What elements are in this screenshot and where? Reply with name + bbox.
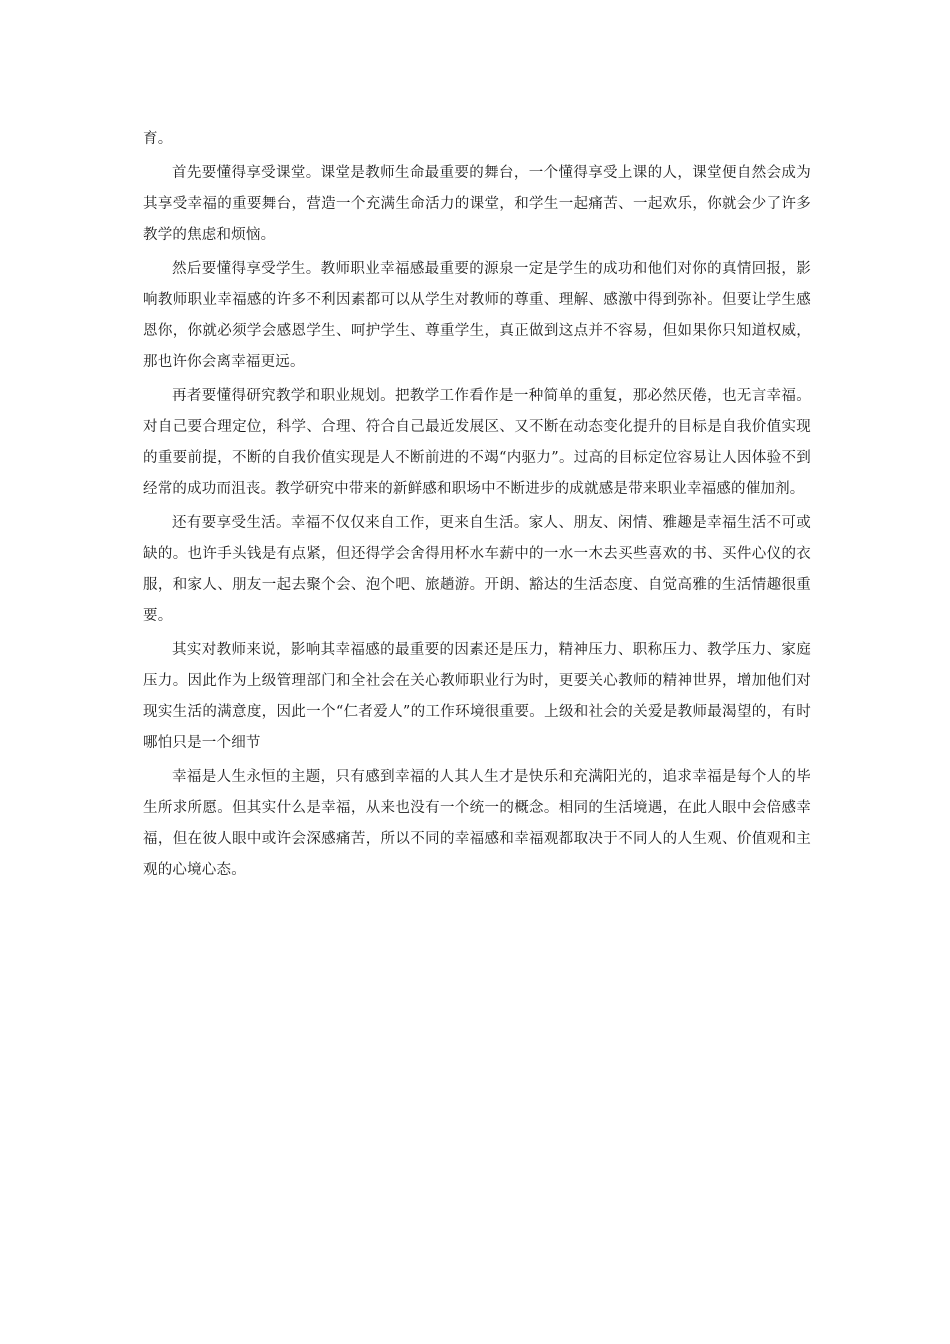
- paragraph-1: 首先要懂得享受课堂。课堂是教师生命最重要的舞台，一个懂得享受上课的人，课堂便自然会成为其享受幸福的重要舞台，营造一个充满生命活力的课堂，和学生一起痛苦、一起欢乐，你就会少了许多教学的焦虑和烦恼。: [143, 165, 811, 243]
- paragraph-3: 再者要懂得研究教学和职业规划。把教学工作看作是一种简单的重复，那必然厌倦，也无言幸福。对自己要合理定位，科学、合理、符合自己最近发展区、又不断在动态变化提升的目标是自我价值实现的重要前提，不断的自我价值实现是人不断前进的不竭“内驱力”。过高的目标定位容易让人因体验不到经常的成功而沮丧。教学研究中带来的新鲜感和职场中不断进步的成就感是带来职业幸福感的催加剂。: [143, 388, 811, 497]
- paragraph-0: 育。: [143, 131, 173, 147]
- document-body: [143, 124, 811, 889]
- paragraph-6: 幸福是人生永恒的主题，只有感到幸福的人其人生才是快乐和充满阳光的，追求幸福是每个人的毕生所求所愿。但其实什么是幸福，从来也没有一个统一的概念。相同的生活境遇，在此人眼中会倍感幸福，但在彼人眼中或许会深感痛苦，所以不同的幸福感和幸福观都取决于不同人的人生观、价值观和主观的心境心态。: [143, 769, 811, 878]
- paragraph-4: 还有要享受生活。幸福不仅仅来自工作，更来自生活。家人、朋友、闲情、雅趣是幸福生活不可或缺的。也许手头钱是有点紧，但还得学会舍得用杯水车薪中的一水一木去买些喜欢的书、买件心仪的衣服，和家人、朋友一起去聚个会、泡个吧、旅趟游。开朗、豁达的生活态度、自觉高雅的生活情趣很重要。: [143, 515, 811, 624]
- paragraph-2: 然后要懂得享受学生。教师职业幸福感最重要的源泉一定是学生的成功和他们对你的真情回报，影响教师职业幸福感的许多不利因素都可以从学生对教师的尊重、理解、感激中得到弥补。但要让学生感恩你，你就必须学会感恩学生、呵护学生、尊重学生，真正做到这点并不容易，但如果你只知道权威，那也许你会离幸福更远。: [143, 261, 811, 370]
- paragraph-5: 其实对教师来说，影响其幸福感的最重要的因素还是压力，精神压力、职称压力、教学压力、家庭压力。因此作为上级管理部门和全社会在关心教师职业行为时，更要关心教师的精神世界，增加他们对现实生活的满意度，因此一个“仁者爱人”的工作环境很重要。上级和社会的关爱是教师最渴望的，有时哪怕只是一个细节: [143, 642, 811, 751]
